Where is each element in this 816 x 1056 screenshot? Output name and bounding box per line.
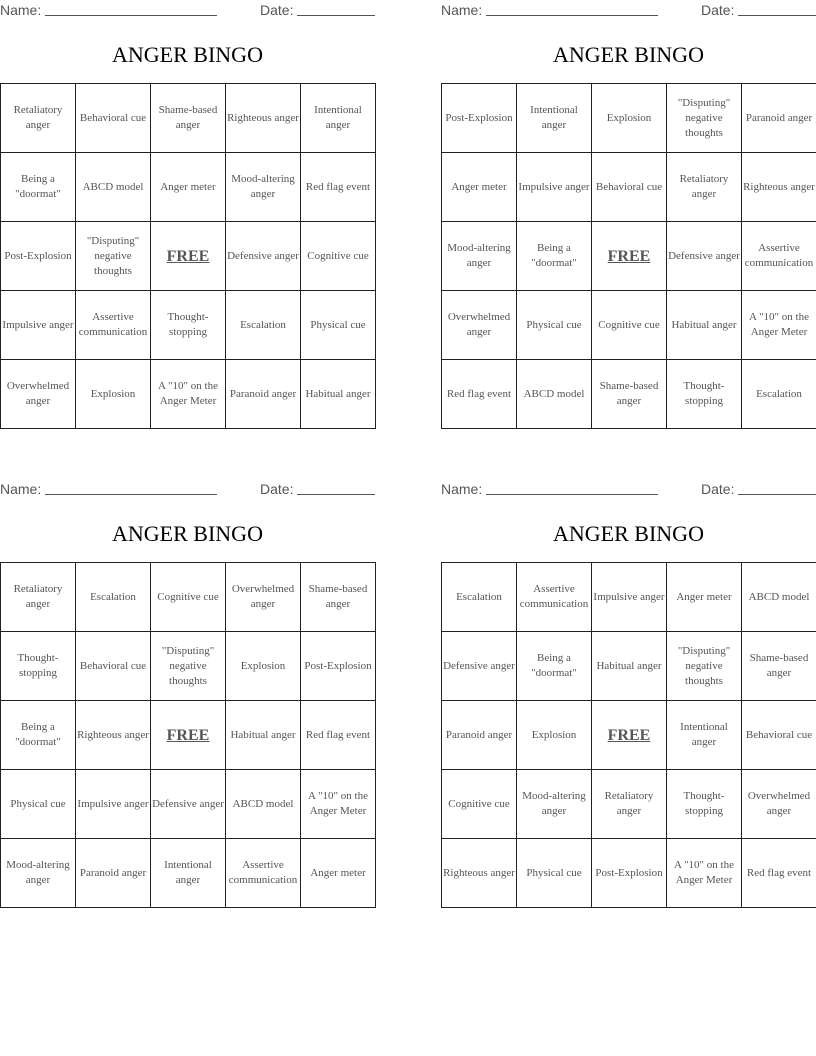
card-title: ANGER BINGO (112, 42, 263, 67)
bingo-cell[interactable]: ABCD model (226, 770, 301, 839)
grid-row (442, 84, 816, 153)
free-cell[interactable]: FREE (592, 701, 667, 770)
bingo-cell[interactable]: Defensive anger (226, 222, 301, 291)
grid-row (442, 153, 816, 222)
bingo-cell[interactable]: Defensive anger (442, 632, 517, 701)
bingo-cell[interactable]: Shame-based anger (742, 632, 816, 701)
bingo-cell[interactable]: Post-Explosion (592, 839, 667, 908)
grid-row (442, 770, 816, 839)
free-cell[interactable]: FREE (151, 222, 226, 291)
grid-row (442, 360, 816, 429)
bingo-cell[interactable]: Assertive communication (76, 291, 151, 360)
bingo-cell[interactable]: Shame-based anger (592, 360, 667, 429)
card-title: ANGER BINGO (553, 42, 704, 67)
card-header (441, 0, 816, 22)
bingo-cell[interactable]: Intentional anger (301, 84, 376, 153)
grid-row (1, 839, 376, 908)
card-header (441, 479, 816, 501)
bingo-cell[interactable]: Assertive communication (517, 563, 592, 632)
bingo-grid (441, 83, 816, 429)
bingo-cell[interactable]: Righteous anger (76, 701, 151, 770)
date-label: Date: (701, 2, 735, 18)
grid-row (442, 291, 816, 360)
bingo-cell[interactable]: Assertive communication (742, 222, 816, 291)
bingo-card (441, 0, 816, 407)
bingo-cell[interactable]: Physical cue (301, 291, 376, 360)
bingo-cell[interactable]: Mood-altering anger (226, 153, 301, 222)
name-label: Name: (441, 2, 483, 18)
bingo-cell[interactable]: A "10" on the Anger Meter (742, 291, 816, 360)
bingo-cell[interactable]: Habitual anger (592, 632, 667, 701)
card-header (0, 0, 375, 22)
bingo-cell[interactable]: Anger meter (301, 839, 376, 908)
grid-row (1, 770, 376, 839)
bingo-cell[interactable]: Overwhelmed anger (226, 563, 301, 632)
bingo-cell[interactable]: Intentional anger (151, 839, 226, 908)
bingo-cell[interactable]: Red flag event (301, 701, 376, 770)
bingo-cell[interactable]: Overwhelmed anger (1, 360, 76, 429)
grid-row (442, 222, 816, 291)
bingo-cell[interactable]: "Disputing" negative thoughts (667, 632, 742, 701)
bingo-cell[interactable]: Escalation (742, 360, 816, 429)
bingo-cell[interactable]: Retaliatory anger (1, 563, 76, 632)
grid-row (1, 291, 376, 360)
bingo-cell[interactable]: Physical cue (517, 291, 592, 360)
bingo-cell[interactable]: A "10" on the Anger Meter (667, 839, 742, 908)
grid-row (1, 222, 376, 291)
bingo-cell[interactable]: Escalation (76, 563, 151, 632)
bingo-cell[interactable]: Post-Explosion (301, 632, 376, 701)
bingo-cell[interactable]: Defensive anger (667, 222, 742, 291)
bingo-card (441, 479, 816, 886)
date-label: Date: (260, 2, 294, 18)
bingo-grid (0, 83, 376, 429)
grid-row (442, 563, 816, 632)
bingo-cell[interactable]: Intentional anger (517, 84, 592, 153)
bingo-cell[interactable]: Shame-based anger (301, 563, 376, 632)
bingo-cell[interactable]: Cognitive cue (592, 291, 667, 360)
bingo-cell[interactable]: A "10" on the Anger Meter (151, 360, 226, 429)
bingo-cell[interactable]: Impulsive anger (1, 291, 76, 360)
bingo-cell[interactable]: Paranoid anger (226, 360, 301, 429)
bingo-cell[interactable]: Red flag event (742, 839, 816, 908)
card-title: ANGER BINGO (553, 521, 704, 546)
grid-row (1, 701, 376, 770)
bingo-cell[interactable]: "Disputing" negative thoughts (667, 84, 742, 153)
bingo-cell[interactable]: Explosion (76, 360, 151, 429)
bingo-cell[interactable]: ABCD model (517, 360, 592, 429)
bingo-cell[interactable]: Cognitive cue (442, 770, 517, 839)
bingo-cell[interactable]: Explosion (592, 84, 667, 153)
bingo-cell[interactable]: Being a "doormat" (517, 632, 592, 701)
bingo-cell[interactable]: Righteous anger (226, 84, 301, 153)
bingo-cell[interactable]: Habitual anger (667, 291, 742, 360)
grid-row (1, 84, 376, 153)
name-label: Name: (441, 481, 483, 497)
bingo-cell[interactable]: Intentional anger (667, 701, 742, 770)
bingo-cell[interactable]: Post-Explosion (1, 222, 76, 291)
bingo-grid (0, 562, 376, 908)
bingo-cell[interactable]: Paranoid anger (76, 839, 151, 908)
name-field[interactable] (45, 494, 217, 495)
bingo-grid (441, 562, 816, 908)
bingo-cell[interactable]: Red flag event (442, 360, 517, 429)
grid-row (1, 632, 376, 701)
date-label: Date: (260, 481, 294, 497)
free-cell[interactable]: FREE (151, 701, 226, 770)
card-title: ANGER BINGO (112, 521, 263, 546)
bingo-cell[interactable]: Anger meter (151, 153, 226, 222)
bingo-cell[interactable]: Mood-altering anger (517, 770, 592, 839)
bingo-cell[interactable]: Post-Explosion (442, 84, 517, 153)
bingo-cell[interactable]: Explosion (226, 632, 301, 701)
bingo-cell[interactable]: Impulsive anger (517, 153, 592, 222)
bingo-cell[interactable]: Behavioral cue (742, 701, 816, 770)
bingo-cell[interactable]: Red flag event (301, 153, 376, 222)
name-field[interactable] (486, 15, 658, 16)
bingo-cell[interactable]: Righteous anger (742, 153, 816, 222)
bingo-card (0, 0, 375, 407)
bingo-cell[interactable]: "Disputing" negative thoughts (76, 222, 151, 291)
bingo-cell[interactable]: Anger meter (442, 153, 517, 222)
date-field[interactable] (738, 494, 816, 495)
bingo-cell[interactable]: Assertive communication (226, 839, 301, 908)
date-label: Date: (701, 481, 735, 497)
bingo-cell[interactable]: Thought-stopping (1, 632, 76, 701)
bingo-cell[interactable]: Defensive anger (151, 770, 226, 839)
bingo-cell[interactable]: Physical cue (1, 770, 76, 839)
bingo-cell[interactable]: ABCD model (76, 153, 151, 222)
bingo-cell[interactable]: Being a "doormat" (517, 222, 592, 291)
date-field[interactable] (738, 15, 816, 16)
bingo-cell[interactable]: Mood-altering anger (442, 222, 517, 291)
card-header (0, 479, 375, 501)
bingo-cell[interactable]: Cognitive cue (301, 222, 376, 291)
bingo-cell[interactable]: Anger meter (667, 563, 742, 632)
bingo-cell[interactable]: Physical cue (517, 839, 592, 908)
bingo-cell[interactable]: Paranoid anger (442, 701, 517, 770)
bingo-card (0, 479, 375, 886)
grid-row (1, 360, 376, 429)
bingo-cell[interactable]: Habitual anger (226, 701, 301, 770)
bingo-cell[interactable]: Shame-based anger (151, 84, 226, 153)
bingo-cell[interactable]: Behavioral cue (76, 84, 151, 153)
bingo-cell[interactable]: Retaliatory anger (592, 770, 667, 839)
name-label: Name: (0, 481, 42, 497)
bingo-cell[interactable]: Overwhelmed anger (442, 291, 517, 360)
bingo-cell[interactable]: Escalation (226, 291, 301, 360)
bingo-cell[interactable]: Behavioral cue (592, 153, 667, 222)
bingo-cell[interactable]: Being a "doormat" (1, 701, 76, 770)
name-field[interactable] (45, 15, 217, 16)
bingo-cell[interactable]: Behavioral cue (76, 632, 151, 701)
bingo-cell[interactable]: Thought-stopping (667, 770, 742, 839)
bingo-cell[interactable]: Being a "doormat" (1, 153, 76, 222)
bingo-cell[interactable]: A "10" on the Anger Meter (301, 770, 376, 839)
bingo-cell[interactable]: Explosion (517, 701, 592, 770)
bingo-cell[interactable]: Overwhelmed anger (742, 770, 816, 839)
bingo-cell[interactable]: Righteous anger (442, 839, 517, 908)
bingo-cell[interactable]: Escalation (442, 563, 517, 632)
bingo-cell[interactable]: Paranoid anger (742, 84, 816, 153)
bingo-cell[interactable]: Mood-altering anger (1, 839, 76, 908)
bingo-cell[interactable]: Thought-stopping (667, 360, 742, 429)
date-field[interactable] (297, 494, 375, 495)
name-field[interactable] (486, 494, 658, 495)
bingo-cell[interactable]: ABCD model (742, 563, 816, 632)
grid-row (442, 701, 816, 770)
bingo-cell[interactable]: Habitual anger (301, 360, 376, 429)
bingo-cell[interactable]: Impulsive anger (592, 563, 667, 632)
name-label: Name: (0, 2, 42, 18)
grid-row (1, 153, 376, 222)
free-cell[interactable]: FREE (592, 222, 667, 291)
bingo-cell[interactable]: Impulsive anger (76, 770, 151, 839)
bingo-cell[interactable]: Cognitive cue (151, 563, 226, 632)
bingo-cell[interactable]: Retaliatory anger (1, 84, 76, 153)
grid-row (442, 632, 816, 701)
grid-row (1, 563, 376, 632)
grid-row (442, 839, 816, 908)
bingo-cell[interactable]: Retaliatory anger (667, 153, 742, 222)
bingo-cell[interactable]: "Disputing" negative thoughts (151, 632, 226, 701)
bingo-cell[interactable]: Thought-stopping (151, 291, 226, 360)
date-field[interactable] (297, 15, 375, 16)
